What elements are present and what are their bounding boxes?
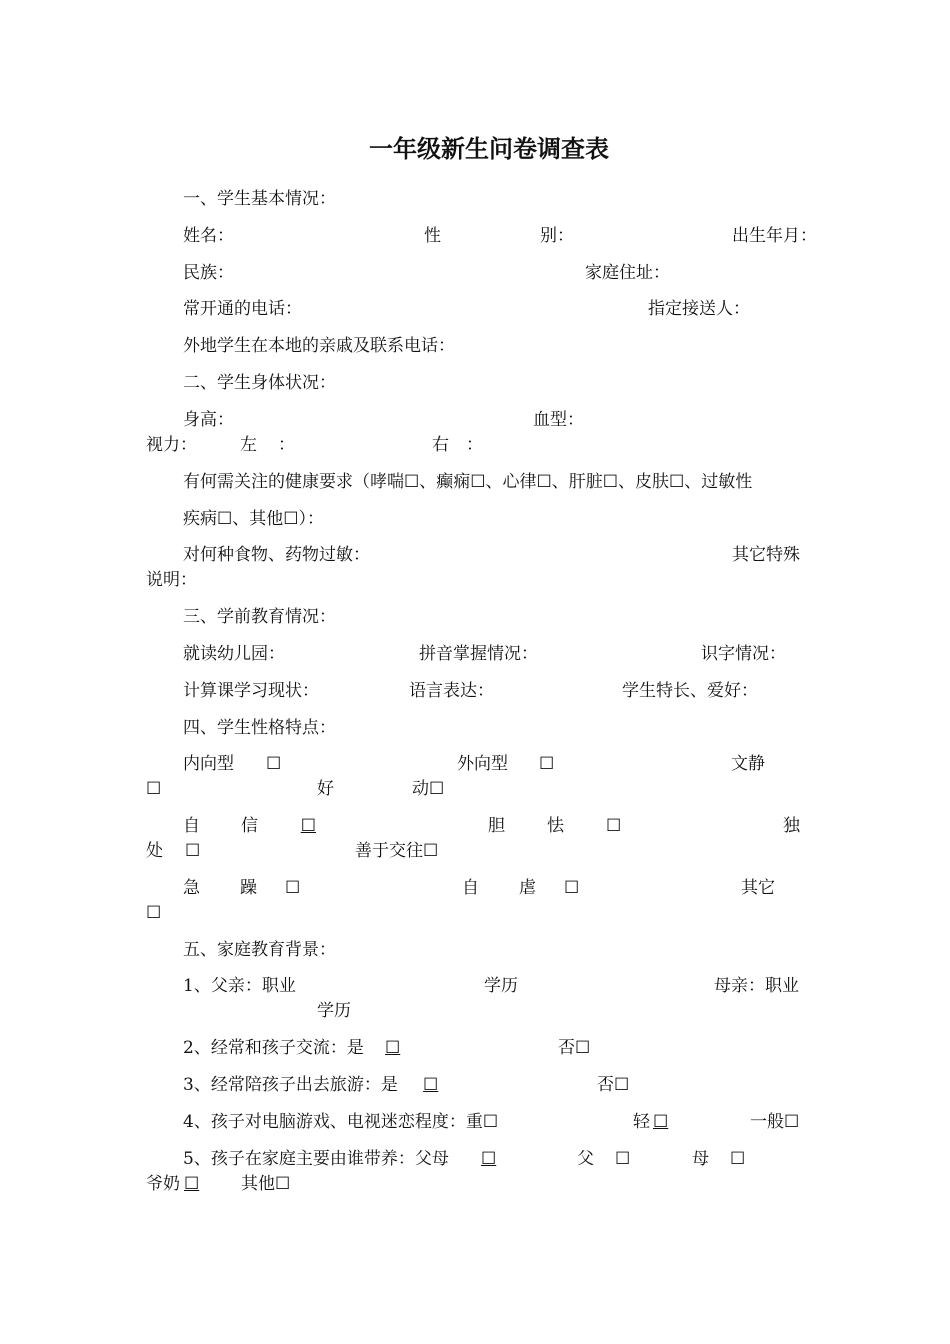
math-label: 计算课学习现状： — [183, 681, 319, 701]
talent-label: 学生特长、爱好： — [622, 681, 758, 701]
literacy-label: 识字情况： — [701, 644, 786, 664]
phone-label: 常开通的电话： — [183, 299, 302, 319]
vision-label: 视力： — [146, 435, 197, 455]
extrovert-label: 外向型 — [457, 754, 508, 774]
extrovert-checkbox[interactable]: ☐ — [539, 754, 555, 774]
self-harm-label-a: 自 — [462, 878, 479, 898]
q3-yes-checkbox[interactable]: ☐ — [423, 1075, 439, 1095]
q5-grandparents-label: 爷奶 — [146, 1174, 180, 1194]
q4-light-checkbox[interactable]: ☐ — [653, 1112, 669, 1132]
other-trait-checkbox[interactable]: ☐ — [146, 903, 162, 923]
timid-label-b: 怯 — [547, 816, 564, 836]
pickup-label: 指定接送人： — [648, 299, 750, 319]
address-label: 家庭住址： — [585, 263, 670, 283]
health-line-1: 有何需关注的健康要求（哮喘☐、癫痫☐、心律☐、肝脏☐、皮肤☐、过敏性 — [183, 472, 753, 492]
impatient-checkbox[interactable]: ☐ — [285, 878, 301, 898]
relative-label: 外地学生在本地的亲戚及联系电话： — [183, 336, 455, 356]
q3-label: 3、经常陪孩子出去旅游：是 — [183, 1075, 398, 1095]
father-job-label: 1、父亲：职业 — [183, 976, 296, 996]
impatient-label-b: 躁 — [240, 878, 257, 898]
q2-no-option[interactable]: 否☐ — [558, 1038, 591, 1058]
confident-label-a: 自 — [183, 816, 200, 836]
health-line-2: 疾病☐、其他☐）： — [183, 509, 324, 529]
confident-label-b: 信 — [241, 816, 258, 836]
vision-left-colon: ： — [278, 435, 295, 455]
allergy-label: 对何种食物、药物过敏： — [183, 545, 370, 565]
vision-right-colon: ： — [466, 435, 483, 455]
introvert-checkbox[interactable]: ☐ — [266, 754, 282, 774]
q5-label: 5、孩子在家庭主要由谁带养：父母 — [183, 1149, 449, 1169]
q2-yes-checkbox[interactable]: ☐ — [385, 1038, 401, 1058]
confident-checkbox[interactable]: ☐ — [300, 816, 316, 836]
quiet-checkbox[interactable]: ☐ — [146, 779, 162, 799]
q5-parents-checkbox[interactable]: ☐ — [481, 1149, 497, 1169]
quiet-label: 文静 — [731, 754, 765, 774]
solitary-label-b: 处 — [146, 841, 163, 861]
father-edu-label: 学历 — [484, 976, 518, 996]
q5-other-option[interactable]: 其他☐ — [241, 1174, 291, 1194]
self-harm-checkbox[interactable]: ☐ — [564, 878, 580, 898]
language-label: 语言表达： — [409, 681, 494, 701]
impatient-label-a: 急 — [183, 878, 200, 898]
timid-label-a: 胆 — [488, 816, 505, 836]
section-5-heading: 五、家庭教育背景： — [183, 940, 336, 960]
q5-grandparents-checkbox[interactable]: ☐ — [184, 1174, 200, 1194]
q2-label: 2、经常和孩子交流：是 — [183, 1038, 364, 1058]
mother-edu-label: 学历 — [317, 1001, 351, 1021]
introvert-label: 内向型 — [183, 754, 234, 774]
self-harm-label-b: 虐 — [519, 878, 536, 898]
pinyin-label: 拼音掌握情况： — [419, 644, 538, 664]
gender-label-b: 别： — [540, 226, 574, 246]
q5-mother-checkbox[interactable]: ☐ — [730, 1149, 746, 1169]
name-label: 姓名： — [183, 226, 234, 246]
solitary-checkbox[interactable]: ☐ — [185, 841, 201, 861]
q4-normal-option[interactable]: 一般☐ — [750, 1112, 800, 1132]
active-label-b: 动☐ — [412, 779, 445, 799]
q3-no-option[interactable]: 否☐ — [597, 1075, 630, 1095]
other-trait-label: 其它 — [741, 878, 775, 898]
other-note-label-a: 其它特殊 — [732, 545, 800, 565]
birth-label: 出生年月： — [732, 226, 817, 246]
blood-label: 血型： — [533, 410, 584, 430]
active-label-a: 好 — [317, 779, 334, 799]
section-2-heading: 二、学生身体状况： — [183, 373, 336, 393]
ethnic-label: 民族： — [183, 263, 234, 283]
vision-left-label: 左 — [240, 435, 257, 455]
section-1-heading: 一、学生基本情况： — [183, 189, 336, 209]
social-label: 善于交往☐ — [355, 841, 439, 861]
q5-father-label: 父 — [577, 1149, 594, 1169]
q4-label: 4、孩子对电脑游戏、电视迷恋程度：重☐ — [183, 1112, 499, 1132]
section-4-heading: 四、学生性格特点： — [183, 718, 336, 738]
other-note-label-b: 说明： — [146, 570, 197, 590]
kindergarten-label: 就读幼儿园： — [183, 644, 285, 664]
q5-mother-label: 母 — [692, 1149, 709, 1169]
gender-label-a: 性 — [424, 226, 441, 246]
vision-right-label: 右 — [432, 435, 449, 455]
mother-job-label: 母亲：职业 — [714, 976, 799, 996]
timid-checkbox[interactable]: ☐ — [606, 816, 622, 836]
section-3-heading: 三、学前教育情况： — [183, 607, 336, 627]
height-label: 身高： — [183, 410, 234, 430]
solitary-label-a: 独 — [783, 816, 800, 836]
q4-light-label: 轻 — [633, 1112, 650, 1132]
q5-father-checkbox[interactable]: ☐ — [615, 1149, 631, 1169]
page-title: 一年级新生问卷调查表 — [369, 135, 609, 163]
